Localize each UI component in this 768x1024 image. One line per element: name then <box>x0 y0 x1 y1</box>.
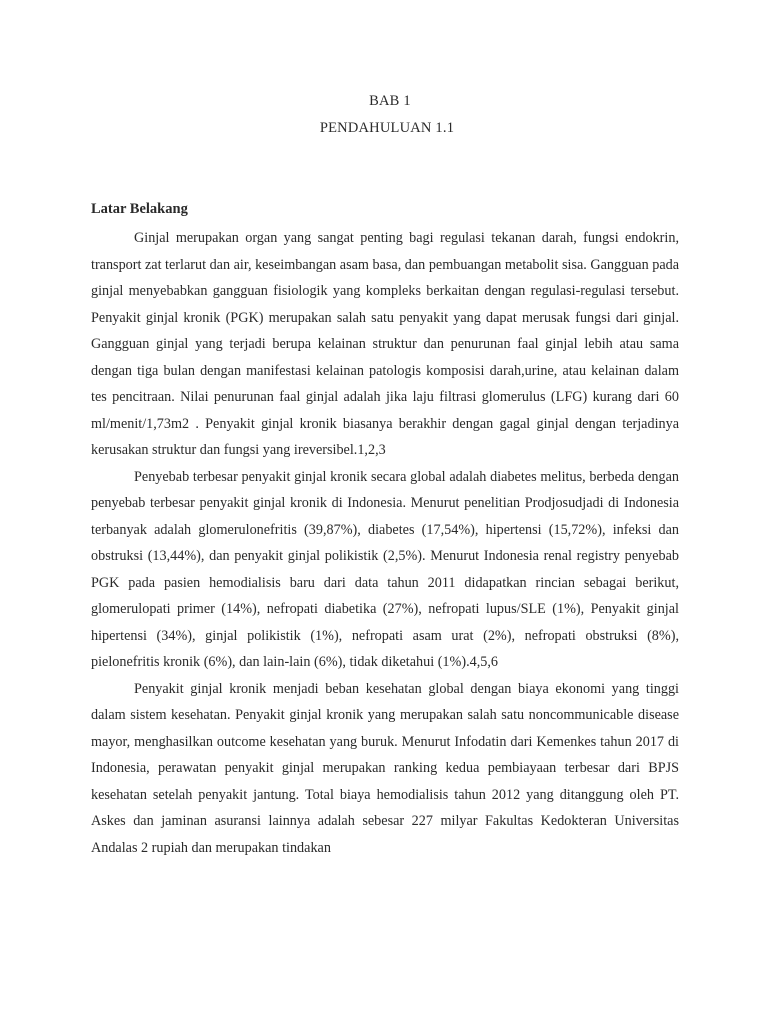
section-heading: Latar Belakang <box>91 201 188 217</box>
chapter-number: BAB 1 <box>369 93 411 109</box>
paragraph: Penyebab terbesar penyakit ginjal kronik secara global adalah diabetes melitus, berbeda dengan penyebab terbesar penyakit ginjal kronik di Indonesia. Menurut penelitian Prodjosudjadi di Indonesia terbanyak adalah glomerulonefritis (39,87%), diabetes (17,54%), hipertensi (15,72%), infeksi dan obstruksi (13,44%), dan penyakit ginjal polikistik (2,5%). Menurut Indonesia renal registry penyebab PGK pada pasien hemodialisis baru dari data tahun 2011 didapatkan rincian sebagai berikut, glomerulopati primer (14%), nefropati diabetika (27%), nefropati lupus/SLE (1%), Penyakit ginjal hipertensi (34%), ginjal polikistik (1%), nefropati asam urat (2%), nefropati obstruksi (8%), pielonefritis kronik (6%), dan lain-lain (6%), tidak diketahui (1%).4,5,6 <box>91 468 679 670</box>
body-text <box>91 225 679 861</box>
chapter-title: PENDAHULUAN 1.1 <box>319 120 455 136</box>
paragraph: Ginjal merupakan organ yang sangat penting bagi regulasi tekanan darah, fungsi endokrin, transport zat terlarut dan air, keseimbangan asam basa, dan pembuangan metabolit sisa. Gangguan pada ginjal menyebabkan gangguan fisiologik yang kompleks berkaitan dengan regulasi-regulasi tersebut. Penyakit ginjal kronik (PGK) merupakan salah satu penyakit yang dapat merusak fungsi dari ginjal. Gangguan ginjal yang terjadi berupa kelainan struktur dan penurunan faal ginjal lebih atau sama dengan tiga bulan dengan manifestasi kelainan patologis komposisi darah,urine, atau kelainan dalam tes pencitraan. Nilai penurunan faal ginjal adalah jika laju filtrasi glomerulus (LFG) kurang dari 60 ml/menit/1,73m2 . Penyakit ginjal kronik biasanya berakhir dengan gagal ginjal dengan terjadinya kerusakan struktur dan fungsi yang ireversibel.1,2,3 <box>91 230 680 458</box>
paragraph: Penyakit ginjal kronik menjadi beban kesehatan global dengan biaya ekonomi yang tinggi dalam sistem kesehatan. Penyakit ginjal kronik yang merupakan salah satu noncommunicable disease mayor, menghasilkan outcome kesehatan yang buruk. Menurut Infodatin dari Kemenkes tahun 2017 di Indonesia, perawatan penyakit ginjal merupakan ranking kedua pembiayaan terbesar dari BPJS kesehatan setelah penyakit jantung. Total biaya hemodialisis tahun 2012 yang ditanggung oleh PT. Askes dan jaminan asuransi lainnya adalah sebesar 227 milyar Fakultas Kedokteran Universitas Andalas 2 rupiah dan merupakan tindakan <box>91 680 679 856</box>
